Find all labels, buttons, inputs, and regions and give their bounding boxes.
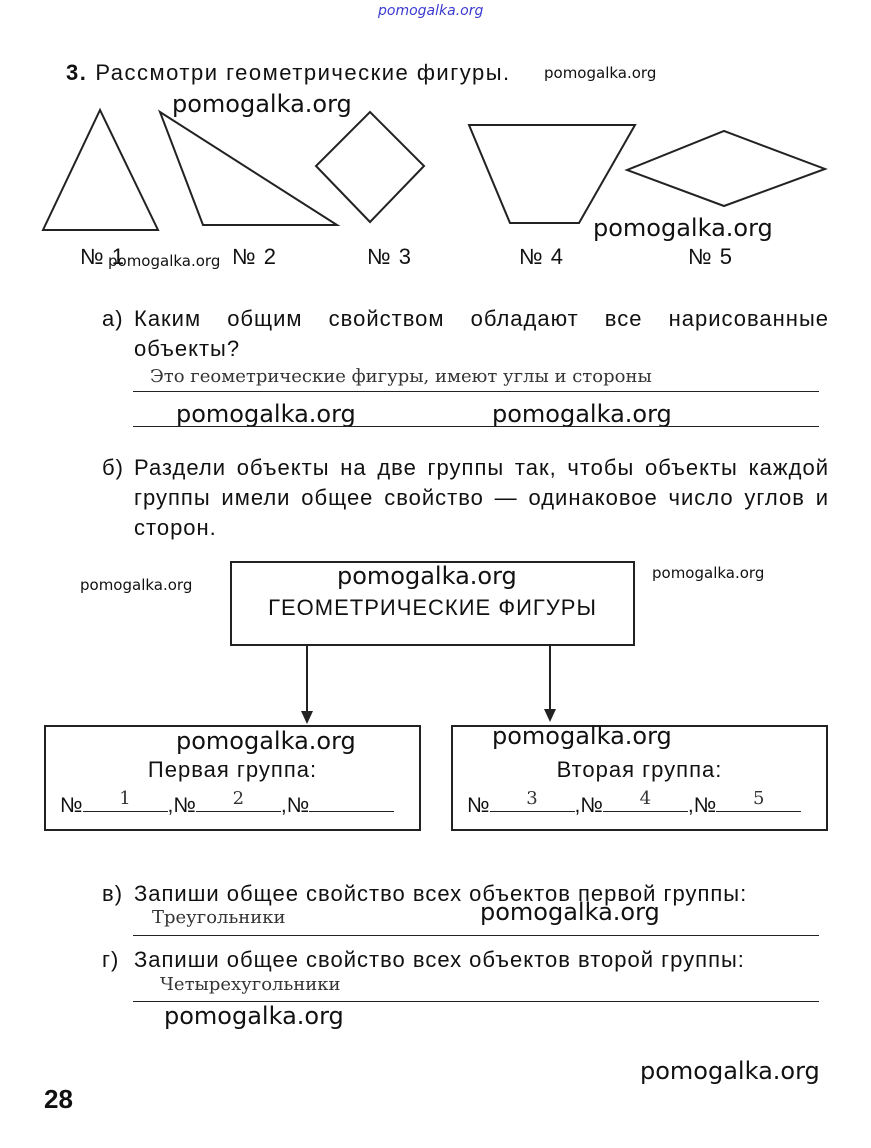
arrow-left-head: [301, 711, 313, 724]
question-g-text: Запиши общее свойство всех объектов второй группы:: [134, 947, 745, 972]
group-1-blank-2[interactable]: [196, 789, 281, 812]
arrow-right-head: [544, 709, 556, 722]
shape-label-1: № 1: [80, 244, 125, 269]
number-sign: №: [60, 794, 83, 817]
watermark: pomogalka.org: [108, 252, 221, 270]
number-sign: №: [286, 794, 310, 817]
question-b-letter: б): [102, 455, 124, 480]
shape-4-trapezoid: [469, 125, 635, 223]
shape-label-5: № 5: [688, 244, 733, 269]
number-sign: №: [693, 794, 717, 817]
group-2-blank-2[interactable]: [603, 789, 688, 812]
shape-label-2: № 2: [232, 244, 277, 269]
number-sign: №: [467, 794, 490, 817]
group-1-title: Первая группа:: [147, 757, 318, 782]
number-sign: №: [173, 794, 196, 817]
group-2-blank-3[interactable]: [716, 789, 801, 812]
question-a: [102, 304, 829, 366]
shape-label-4: № 4: [519, 244, 564, 269]
group-1-value-2: 2: [232, 788, 245, 809]
watermark-bottom: pomogalka.org: [640, 1057, 820, 1085]
group-2-fields: № 3 ,№ 4 ,№ 5: [467, 789, 801, 818]
group-2-title: Вторая группа:: [556, 757, 723, 782]
shape-2-triangle: [160, 112, 337, 225]
answer-line: [133, 426, 819, 427]
watermark: pomogalka.org: [492, 722, 672, 750]
group-2-value-2: 4: [639, 788, 652, 809]
watermark: pomogalka.org: [176, 727, 356, 755]
watermark: pomogalka.org: [172, 90, 352, 118]
watermark: pomogalka.org: [652, 564, 765, 582]
shapes-figure: [0, 0, 871, 240]
group-2-value-1: 3: [526, 788, 538, 809]
group-2-blank-1[interactable]: [490, 789, 575, 812]
number-sign: №: [580, 794, 603, 817]
group-1-fields: № 1 ,№ 2 ,№: [60, 789, 394, 818]
shape-5-rhombus: [627, 131, 825, 206]
top-box-title: ГЕОМЕТРИЧЕСКИЕ ФИГУРЫ: [268, 595, 597, 620]
group-1-blank-3[interactable]: [309, 789, 394, 812]
answer-a[interactable]: Это геометрические фигуры, имеют углы и стороны: [150, 366, 652, 387]
question-g: [102, 945, 829, 975]
group-1-blank-1[interactable]: [83, 789, 168, 812]
answer-v[interactable]: Треугольники: [152, 907, 286, 928]
watermark: pomogalka.org: [492, 400, 672, 428]
group-1-value-1: 1: [119, 788, 131, 809]
answer-g[interactable]: Четырехугольники: [160, 974, 341, 995]
question-v-text: Запиши общее свойство всех объектов первой группы:: [134, 881, 748, 906]
task-number: 3.: [66, 60, 88, 85]
watermark: pomogalka.org: [337, 562, 517, 590]
question-a-text: Каким общим свойством обладают все нарисованные объекты?: [134, 306, 829, 361]
shape-1-triangle: [43, 110, 158, 230]
shape-3-square: [316, 112, 424, 222]
watermark: pomogalka.org: [593, 214, 773, 242]
shape-label-3: № 3: [367, 244, 412, 269]
page-number: 28: [44, 1084, 73, 1114]
question-b-text: Раздели объекты на две группы так, чтобы объекты каждой группы имели общее свойство — одинаковое число углов и сторон.: [134, 455, 829, 540]
question-a-letter: а): [102, 306, 124, 331]
task-title-text: Рассмотри геометрические фигуры.: [95, 60, 511, 85]
group-2-value-3: 5: [753, 788, 765, 809]
watermark: pomogalka.org: [80, 576, 193, 594]
question-v: [102, 879, 829, 909]
question-b: [102, 453, 829, 545]
question-g-letter: г): [102, 947, 120, 972]
watermark: pomogalka.org: [176, 400, 356, 428]
watermark: pomogalka.org: [164, 1002, 344, 1030]
watermark: pomogalka.org: [544, 64, 657, 82]
answer-line: [133, 935, 819, 936]
watermark: pomogalka.org: [480, 898, 660, 926]
diagram-arrows: [0, 640, 871, 730]
answer-line: [133, 391, 819, 392]
question-v-letter: в): [102, 881, 124, 906]
watermark-top: pomogalka.org: [378, 3, 484, 19]
